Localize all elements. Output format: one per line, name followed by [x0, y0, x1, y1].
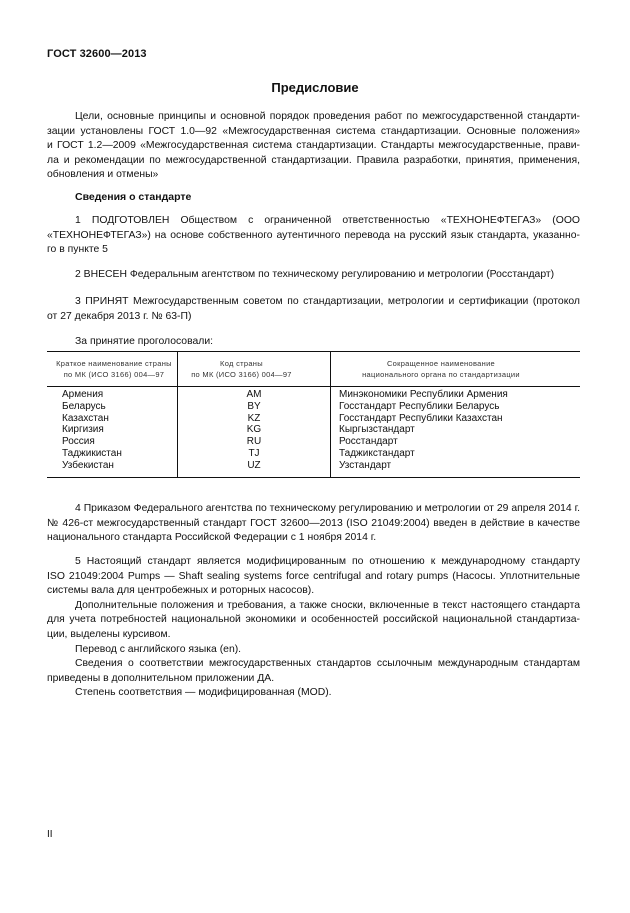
header-line: Сокращенное наименование	[386, 359, 496, 368]
table-cell: TJ	[248, 447, 260, 459]
text-line: ISO 21049:2004 Pumps — Shaft sealing systems force centrifugal and rotary pumps (Насосы. Уплотнительные	[47, 570, 580, 582]
table-cell: Узстандарт	[339, 459, 392, 471]
text-line: системы вала для центробежных и роторных насосов).	[47, 585, 315, 597]
table-cell: Кыргызстандарт	[339, 424, 415, 436]
item-4-paragraph	[47, 502, 580, 546]
page-number: II	[47, 829, 53, 840]
section-heading: Сведения о стандарте	[75, 191, 192, 203]
text-line: ла и рекомендации по межгосударственной стандартизации. Правила разработки, принятия, применения,	[47, 154, 580, 166]
countries-table	[47, 351, 580, 387]
document-header: ГОСТ 32600—2013	[47, 48, 147, 60]
table-cell: AM	[246, 389, 262, 400]
text-line: приведены в дополнительном приложении ДА.	[47, 672, 275, 684]
table-body	[47, 383, 580, 478]
text-line: Цели, основные принципы и основной порядок проведения работ по межгосударственной стандарти-	[75, 111, 580, 122]
text-line: зации установлены ГОСТ 1.0—92 «Межгосударственная система стандартизации. Основные положения»	[47, 125, 580, 137]
item-2-paragraph	[47, 268, 580, 283]
header-line: Краткое наименование страны	[56, 359, 172, 368]
text-line: ции, выделены курсивом.	[47, 628, 171, 640]
table-cell: Узбекистан	[62, 459, 114, 471]
text-line: для учета потребностей национальной экономики и особенностей российской национальной стандартиза-	[47, 614, 580, 626]
text-line: «ТЕХНОНЕФТЕГАЗ») на основе собственного аутентичного перевода на русский язык стандарта, указанно-	[47, 229, 580, 241]
table-cell: Россия	[62, 436, 95, 448]
text-line: обновления и отмены»	[47, 169, 159, 181]
header-line: по МК (ИСО 3166) 004—97	[191, 370, 292, 379]
intro-paragraph	[47, 110, 580, 183]
table-cell: Таджикстандарт	[339, 447, 415, 459]
text-line: № 426-ст межгосударственный стандарт ГОСТ 32600—2013 (ISO 21049:2004) введен в действие в качестве	[47, 517, 580, 529]
text-line: 2 ВНЕСЕН Федеральным агентством по техническому регулированию и метрологии (Росстандарт)	[75, 269, 555, 280]
header-line: Код страны	[220, 359, 263, 368]
text-line: го в пункте 5	[47, 244, 108, 256]
table-header-cell	[302, 352, 580, 387]
table-cell: KZ	[247, 412, 261, 424]
table-header-cell	[47, 352, 181, 387]
item-1-paragraph	[47, 214, 580, 258]
code-column	[178, 389, 330, 472]
table-cell: Госстандарт Республики Беларусь	[339, 400, 500, 412]
text-line: от 27 декабря 2013 г. № 63-П)	[47, 310, 192, 322]
table-cell: Госстандарт Республики Казахстан	[339, 412, 503, 424]
header-line: национального органа по стандартизации	[362, 370, 520, 379]
text-line: За принятие проголосовали:	[75, 336, 214, 347]
table-cell: Армения	[62, 389, 104, 400]
item-3-paragraph	[47, 295, 580, 324]
table-cell: Казахстан	[62, 412, 109, 424]
table-cell: Минэкономики Республики Армения	[339, 389, 508, 400]
item-5-paragraph	[47, 555, 580, 701]
table-cell: Киргизия	[62, 424, 104, 436]
text-line: Степень соответствия — модифицированная (MOD).	[75, 687, 332, 699]
text-line: и ГОСТ 1.2—2009 «Межгосударственная система стандартизации. Стандарты межгосударственные, прави-	[47, 140, 580, 152]
table-cell: Беларусь	[62, 400, 106, 412]
vote-label	[47, 335, 580, 350]
text-line: Дополнительные положения и требования, а также сноски, включенные в текст настоящего стандарта	[75, 599, 580, 611]
table-header-cell	[181, 352, 302, 387]
table-cell: BY	[247, 400, 261, 412]
text-line: Сведения о соответствии межгосударственных стандартов ссылочным международным стандартам	[75, 658, 580, 670]
text-line: 1 ПОДГОТОВЛЕН Обществом с ограниченной ответственностью «ТЕХНОНЕФТЕГАЗ» (ООО	[75, 215, 580, 226]
table-cell: KG	[246, 424, 262, 436]
country-column	[62, 389, 177, 472]
header-line: по МК (ИСО 3166) 004—97	[63, 370, 165, 379]
text-line: 5 Настоящий стандарт является модифицированным по отношению к международному стандарту	[75, 556, 580, 567]
table-cell: RU	[246, 436, 262, 448]
table-cell: Таджикистан	[62, 447, 122, 459]
text-line: 3 ПРИНЯТ Межгосударственным советом по стандартизации, метрологии и сертификации (протокол	[75, 296, 580, 307]
text-line: национального стандарта Российской Федерации с 1 ноября 2014 г.	[47, 532, 377, 544]
page-title: Предисловие	[271, 80, 359, 95]
table-cell: UZ	[247, 459, 261, 471]
table-header-row	[47, 352, 580, 387]
text-line: 4 Приказом Федерального агентства по техническому регулированию и метрологии от 29 апреля 2014 г.	[75, 503, 580, 514]
table-cell: Росстандарт	[339, 436, 398, 448]
text-line: Перевод с английского языка (en).	[75, 643, 242, 655]
body-column	[339, 389, 574, 472]
